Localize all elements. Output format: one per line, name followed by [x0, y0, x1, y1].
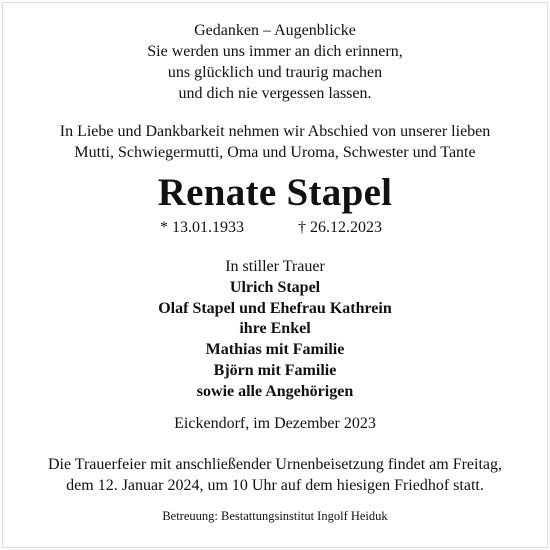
- funeral-home-credit: Betreuung: Bestattungsinstitut Ingolf Heiduk: [162, 509, 388, 523]
- farewell-line: Mutti, Schwiegermutti, Oma und Uroma, Schwester und Tante: [74, 144, 476, 161]
- mourner-line: sowie alle Angehörigen: [196, 382, 354, 400]
- poem-line: Gedanken – Augenblicke: [194, 22, 356, 39]
- poem-line: und dich nie vergessen lassen.: [178, 85, 372, 102]
- mourner-line: ihre Enkel: [239, 320, 311, 338]
- place-date: Eickendorf, im Dezember 2023: [174, 415, 376, 432]
- birth-date: * 13.01.1933: [160, 219, 244, 236]
- service-line: dem 12. Januar 2024, um 10 Uhr auf dem hiesigen Friedhof statt.: [66, 477, 484, 494]
- poem: [0, 20, 550, 104]
- mourners: [0, 257, 550, 403]
- life-dates: [0, 218, 550, 238]
- mourning-intro: In stiller Trauer: [225, 258, 325, 275]
- mourner-line: Björn mit Familie: [213, 361, 337, 379]
- mourner-line: Ulrich Stapel: [229, 278, 321, 296]
- deceased-name: Renate Stapel: [157, 171, 393, 214]
- farewell-text: [0, 121, 550, 163]
- poem-line: Sie werden uns immer an dich erinnern,: [147, 43, 403, 60]
- poem-line: uns glücklich und traurig machen: [167, 64, 383, 81]
- farewell-line: In Liebe und Dankbarkeit nehmen wir Abschied von unserer lieben: [59, 123, 491, 140]
- funeral-service-info: [0, 454, 550, 496]
- death-date: † 26.12.2023: [298, 219, 382, 236]
- mourner-line: Olaf Stapel und Ehefrau Kathrein: [158, 299, 392, 317]
- service-line: Die Trauerfeier mit anschließender Urnenbeisetzung findet am Freitag,: [47, 456, 503, 473]
- mourner-line: Mathias mit Familie: [205, 341, 345, 359]
